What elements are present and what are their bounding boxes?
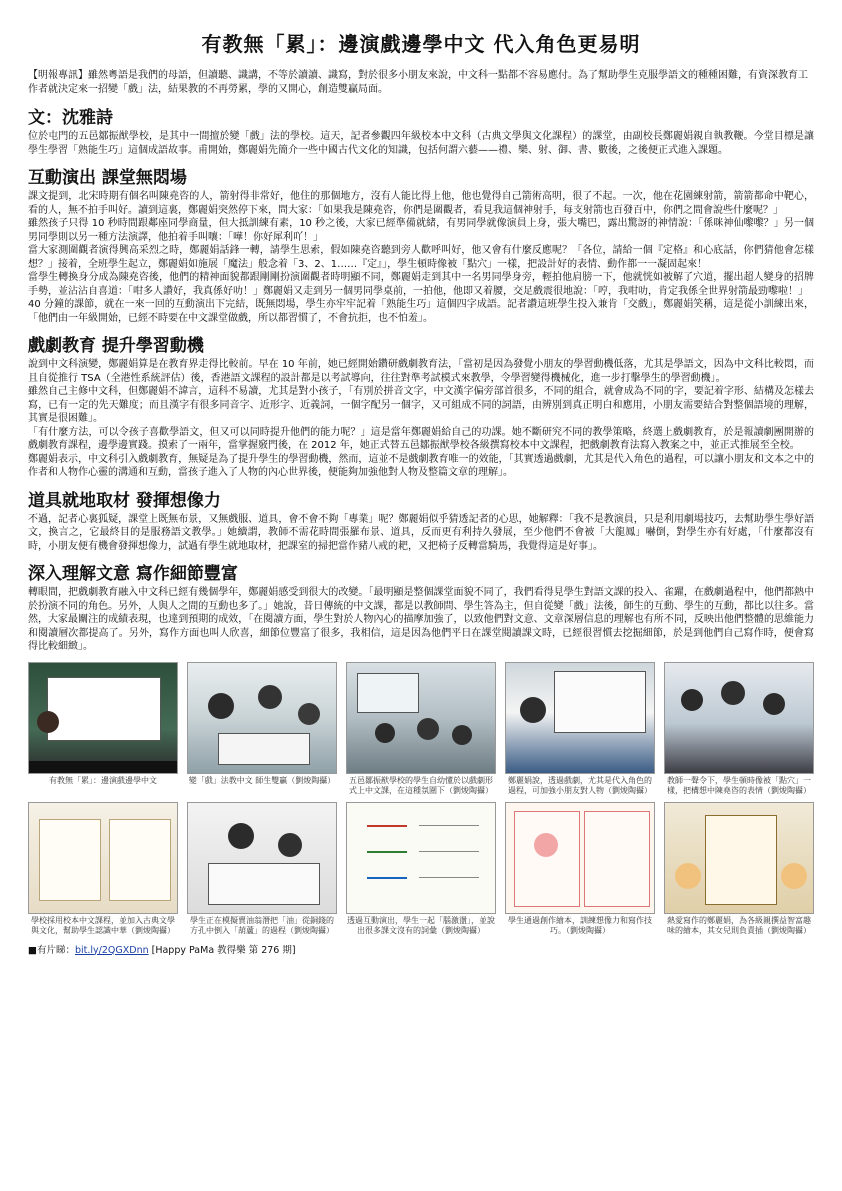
section-heading: 深入理解文意 寫作細節豐富 bbox=[28, 564, 238, 584]
photo-caption: 學校採用校本中文課程，並加入古典文學與文化，幫助學生認識中華（劉焌陶攝） bbox=[31, 915, 175, 935]
photo-caption: 透過互動演出，學生一起「腦激盪」，並說出很多課文沒有的詞彙（劉焌陶攝） bbox=[347, 915, 495, 935]
section-paragraph: 位於屯門的五邑鄒振猷學校，是其中一間擅於變「戲」法的學校。這天，記者參觀四年級校本中文科（古典文學與文化課程）的課堂，由副校長鄭麗娟親自執教鞭。今堂目標是讓學生學習「熟能生巧」這個成語故事。甫開始，鄭麗娟先簡介一些中國古代文化的知識，包括何謂六藝——禮、樂、射、御、書、數後，之後便正式進入課題。 bbox=[28, 131, 814, 156]
picture-book-icon bbox=[505, 802, 655, 914]
section-paragraph: 雖然自己主修中文科，但鄭麗娟不諱言，這科不易讀，尤其是對小孩子，「有別於拼音文字，中文漢字偏旁部首很多，不同的組合，就會成為不同的字，要記着字形、結構及怎樣去寫，已有一定的先天難度；而且漢字有很多同音字、近形字、近義詞，一個字配另一個字，又可組成不同的詞語，由辨別到真正明白和應用，小朋友需要結合對整個語境的理解，其實是很困難」。 bbox=[28, 386, 814, 424]
photo-caption: 有教無「累」：邊演戲邊學中文 bbox=[49, 775, 157, 785]
section-heading: 戲劇教育 提升學習動機 bbox=[28, 336, 204, 356]
photo-item bbox=[505, 662, 655, 796]
classroom-photo-icon bbox=[346, 662, 496, 774]
photo-row-2 bbox=[28, 802, 814, 936]
article-sections bbox=[28, 103, 814, 654]
photo-item bbox=[664, 662, 814, 796]
photo-item bbox=[664, 802, 814, 936]
classroom-photo-icon bbox=[664, 662, 814, 774]
photo-item[interactable] bbox=[28, 662, 178, 796]
section-paragraph: 當大家測圍觀者演得興高采烈之時，鄭麗娟話鋒一轉，請學生思索，假如陳堯咨聽到旁人歡呼叫好，他又會有什麼反應呢？「各位，請給一個『定格』和心底話，你們猜他會怎樣想？」接着，全班學生起立，鄭麗娟如施展「魔法」般念着「3、2、1……『定』」，學生頓時像被「點穴」一樣，把設計好的表情、動作都一一凝固起來！ bbox=[28, 245, 814, 270]
picture-book-icon bbox=[664, 802, 814, 914]
photo-item bbox=[505, 802, 655, 936]
section-heading: 互動演出 課堂無悶場 bbox=[28, 168, 187, 188]
photo-item bbox=[346, 662, 496, 796]
section-paragraph: 當學生轉換身分成為陳堯咨後，他們的精神面貌都跟剛剛扮演圍觀者時明顯不同，鄭麗娟走到其中一名男同學身旁，輕拍他肩膀一下，他就恍如被解了穴道，擺出超人變身的招牌手勢，並沾沾自喜道：「咁多人讚好，我真係好叻！」鄭麗娟又走到另一個男同學桌前，一拍他，他即又着腰，交足戲震很地說：「哼，我咁叻，肯定我係全世界射箭最勁嚟啦！」 bbox=[28, 272, 814, 297]
photo-item bbox=[187, 802, 337, 936]
classroom-photo-icon bbox=[505, 662, 655, 774]
article-lead: 【明報專訊】雖然粵語是我們的母語，但讀聽、識講，不等於讀讀、識寫，對於很多小朋友來說，中文科一點都不容易應付。為了幫助學生克服學語文的種種困難，有資深教育工作者就決定來一招變「戲」法，結果教的不再勞累，學的又開心，創造雙贏局面。 bbox=[28, 70, 808, 95]
photo-caption: 學生通過創作繪本，訓練想像力和寫作技巧。（劉焌陶攝） bbox=[508, 915, 652, 935]
section-heading: 文：沈雅詩 bbox=[28, 108, 113, 128]
section-paragraph: 40 分鐘的課節，就在一來一回的互動演出下完結，既無悶場，學生亦牢牢記着「熟能生巧」這個四字成語。記者讚這班學生投入兼肯「交戲」，鄭麗娟笑稱，這是從小訓練出來，「他們由一年級開始，已經不時要在中文課堂做戲，所以都習慣了，不會抗拒，也不怕羞」。 bbox=[28, 299, 814, 324]
photo-caption: 學生正在模擬賣油翁潛把「油」從銅錢的方孔中倒入「葫蘆」的過程（劉焌陶攝） bbox=[190, 915, 334, 935]
footer-prefix: ■有片睇： bbox=[28, 944, 75, 956]
section-paragraph: 說到中文科演變，鄭麗娟算是在教育界走得比較前。早在 10 年前，她已經開始鑽研戲劇教育法，「當初是因為發覺小朋友的學習動機低落，尤其是學語文，因為中文科比較悶，而且自從推行 TSA（全港性系統評估）後，香港語文課程的設計都是以考試導向，往往對準考試模式來教學，令學習變得機械化，進一步打擊學生的學習動機」。 bbox=[28, 359, 814, 384]
section-paragraph: 「有什麼方法，可以令孩子喜歡學語文，但又可以同時提升他們的能力呢？」這是當年鄭麗娟給自己的功課。她不斷研究不同的教學策略，終選上戲劇教育，於是報讀劇團開辦的戲劇教育課程，邊學邊實踐。摸索了一兩年，當掌握竅門後，在 2012 年，她正式替五邑鄒振猷學校各級撰寫校本中文課程，把戲劇教育法寫入教案之中，並正式推展至全校。 bbox=[28, 426, 814, 451]
section-props bbox=[28, 486, 814, 554]
section-paragraph: 雖然孩子只得 10 秒時間跟鄰座同學商量，但大抵訓練有素，10 秒之後，大家已經準備就緒，有男同學就像演員上身，張大嘴巴，露出驚訝的神情說：「係咪神仙嚟嚟？」另一個男同學則以另一種方法演譯，他拍着手叫嚷：「嘩！你好犀利吖！」 bbox=[28, 218, 814, 243]
photo-gallery bbox=[28, 662, 814, 936]
section-interactive-performance bbox=[28, 163, 814, 325]
classroom-photo-icon bbox=[187, 802, 337, 914]
photo-caption: 五邑鄒振猷學校的學生自幼懂於以戲劇形式上中文課，在這種氛圍下（劉焌陶攝） bbox=[349, 775, 493, 795]
photo-item bbox=[346, 802, 496, 936]
footer-video-link bbox=[28, 942, 814, 956]
video-frame-icon[interactable] bbox=[28, 662, 178, 774]
section-paragraph: 轉眼間，把戲劇教育融入中文科已經有幾個學年，鄭麗娟感受到很大的改變。「最明顯是整個課堂面貌不同了，我們看得見學生對語文課的投入、雀躍，在戲劇過程中，他們都熱中於扮演不同的角色。另外，人與人之間的互動也多了。」她說，昔日傳統的中文課，都是以教師問、學生答為主，但自從變「戲」法後，師生的互動、學生的互動，都比以往多。當然，大家最關注的成績表現，也達到預期的成效，「在閱讀方面，學生對於人物內心的描摩加強了，以致他們對文意、文章深層信息的理解也有所不同，反映出他們整體的思維能力和閱讀層次都提高了。另外，寫作方面也叫人欣喜，細節位豐富了很多，我相信，這是因為他們平日在課堂閱讀課文時，已經很習慣去挖掘細節，於是到他們自己寫作時，便會寫得比較細緻」。 bbox=[28, 587, 814, 652]
section-understanding bbox=[28, 559, 814, 654]
footer-suffix: [Happy PaMa 教得樂 第 276 期] bbox=[148, 944, 296, 956]
article-title: 有教無「累」：邊演戲邊學中文 代入角色更易明 bbox=[201, 32, 641, 56]
section-heading: 道具就地取材 發揮想像力 bbox=[28, 490, 221, 511]
textbook-photo-icon bbox=[28, 802, 178, 914]
photo-caption: 教師一聲令下，學生頓時像被「點穴」一樣，把構想中陳堯咨的表情（劉焌陶攝） bbox=[667, 775, 811, 795]
section-drama-education bbox=[28, 331, 814, 480]
photo-row-1 bbox=[28, 662, 814, 796]
photo-item bbox=[187, 662, 337, 796]
article-page bbox=[28, 28, 814, 956]
video-link[interactable]: bit.ly/2QGXDnn bbox=[74, 944, 149, 956]
photo-item bbox=[28, 802, 178, 936]
photo-caption: 熱愛寫作的鄭麗娟，為各級親撰益智富趣味的繪本，其女兒則負責插（劉焌陶攝） bbox=[667, 915, 811, 935]
whiteboard-photo-icon bbox=[346, 802, 496, 914]
classroom-photo-icon bbox=[187, 662, 337, 774]
section-paragraph: 課文提到，北宋時期有個名叫陳堯咨的人，箭射得非常好，他住的那個地方，沒有人能比得上他，他也覺得自己箭術高明，很了不起。一次，他在花園練射箭，箭箭都命中靶心，看的人，無不拍手叫好。讀到這裏，鄭麗娟突然停下來，問大家：「如果我是陳堯咨，你們是圍觀者，看見我這個神射手，每支射箭也百發百中，你們之間會說些什麼呢？」 bbox=[28, 191, 814, 216]
section-paragraph: 鄭麗娟表示，中文科引入戲劇教育，無疑是為了提升學生的學習動機，然而，這並不是戲劇教育唯一的效能，「其實透過戲劇，尤其是代入角色的過程，可以讓小朋友和文本之中的作者和人物作心靈的溝通和互動，當孩子進入了人物的內心世界後，便能夠加強他對人物及整篇文章的理解」。 bbox=[28, 453, 814, 478]
photo-caption: 變「戲」法教中文 師生雙贏（劉焌陶攝） bbox=[188, 775, 336, 785]
photo-caption: 鄭麗娟說，透過戲劇，尤其是代入角色的過程，可加強小朋友對人物（劉焌陶攝） bbox=[508, 775, 652, 795]
section-paragraph: 不過，記者心裏狐疑，課堂上既無布景，又無戲服、道具，會不會不夠「專業」呢？鄭麗娟似乎猜透記者的心思，她解釋：「我不是教演員，只是利用劇場技巧，去幫助學生學好語文，換言之，它最終目的是服務語文教學。」她續謂，教師不需花時間張羅布景、道具，反而更有利持久發展，至少他們不會被「大龍鳳」嚇倒，對學生亦有好處，「什麼都沒有時，小朋友便有機會發揮想像力，試過有學生就地取材，把課室的掃把當作豬八戒的耙，又把椅子反轉當騎馬，我覺得這是好事」。 bbox=[28, 513, 814, 552]
section-author bbox=[28, 103, 814, 157]
